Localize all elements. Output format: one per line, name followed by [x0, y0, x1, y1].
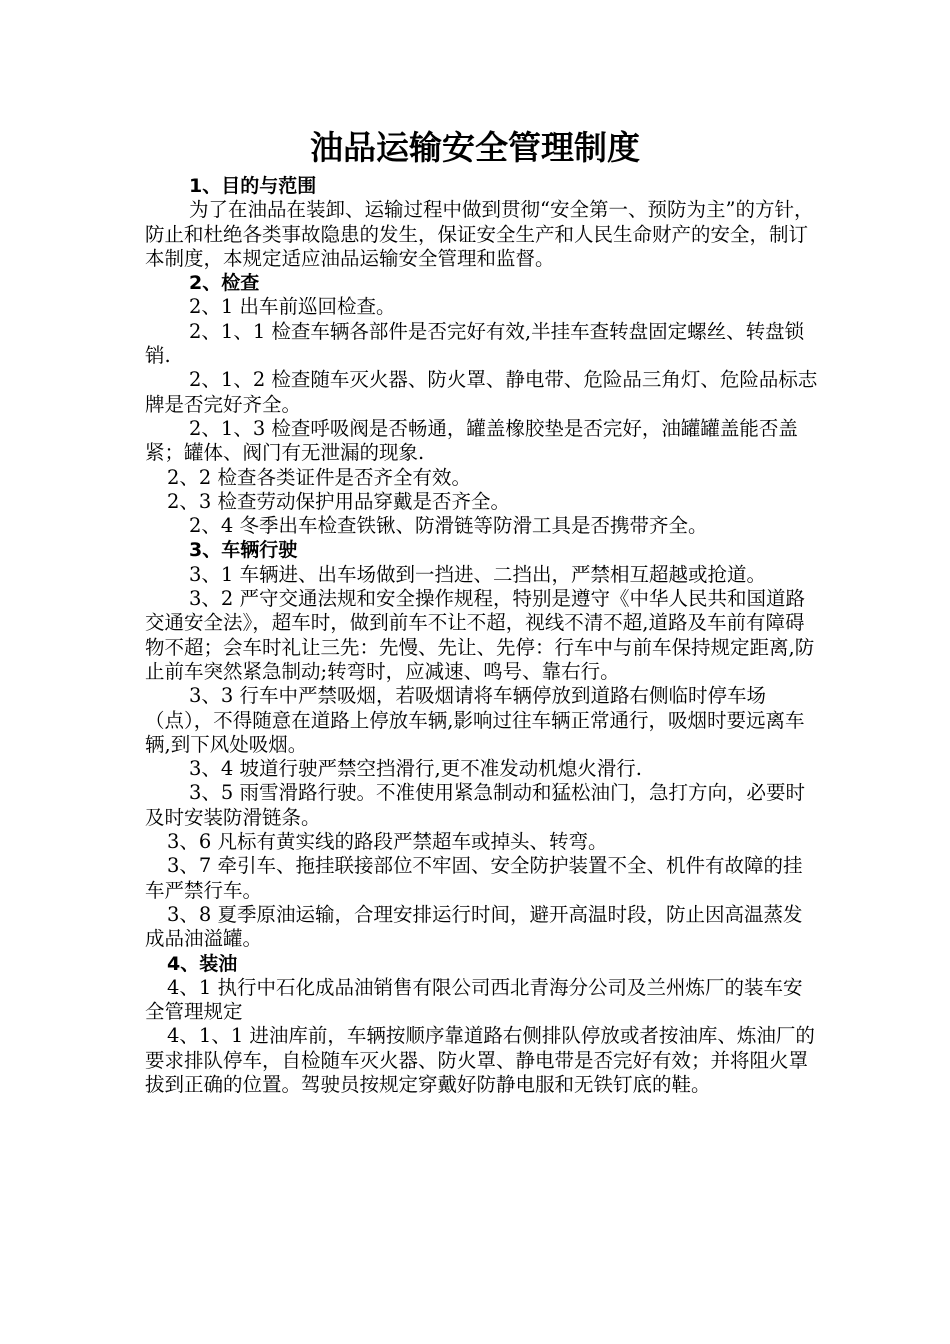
paragraph: 为了在油品在装卸、运输过程中做到贯彻“安全第一、预防为主”的方针，防止和杜绝各类事故隐患的发生，保证安全生产和人民生命财产的安全，制订本制度，本规定适应油品运输安全管理和监督。	[145, 198, 814, 270]
paragraph: 2、1 出车前巡回检查。	[189, 295, 396, 319]
paragraph: 3、2 严守交通法规和安全操作规程，特别是遵守《中华人民共和国道路交通安全法》，超车时，做到前车不让不超，视线不清不超,道路及车前有障碍物不超；会车时礼让三先：先慢、先让、先停：行车中与前车保持规定距离,防止前车突然紧急制动;转弯时，应减速、鸣号、靠右行。	[145, 587, 815, 683]
document-title: 油品运输安全管理制度	[310, 128, 640, 167]
paragraph: 4、1、1 进油库前，车辆按顺序靠道路右侧排队停放或者按油库、炼油厂的要求排队停车，自检随车灭火器、防火罩、静电带是否完好有效；并将阻火罩拔到正确的位置。驾驶员按规定穿戴好防静电服和无铁钉底的鞋。	[145, 1024, 815, 1096]
paragraph: 4、1 执行中石化成品油销售有限公司西北青海分公司及兰州炼厂的装车安全管理规定	[145, 975, 803, 1024]
paragraph: 3、6 凡标有黄实线的路段严禁超车或掉头、转弯。	[167, 830, 608, 854]
section-heading: 3、车辆行驶	[189, 539, 298, 562]
paragraph: 3、4 坡道行驶严禁空挡滑行,更不准发动机熄火滑行.	[189, 757, 642, 781]
paragraph: 2、2 检查各类证件是否齐全有效。	[167, 465, 472, 489]
paragraph: 3、8 夏季原油运输，合理安排运行时间，避开高温时段，防止因高温蒸发成品油溢罐。	[145, 902, 803, 951]
section-heading: 2、检查	[189, 272, 260, 295]
paragraph: 3、1 车辆进、出车场做到一挡进、二挡出，严禁相互超越或抢道。	[189, 562, 767, 586]
paragraph: 3、5 雨雪滑路行驶。不准使用紧急制动和猛松油门，急打方向，必要时及时安装防滑链条。	[145, 781, 806, 829]
paragraph: 3、7 牵引车、拖挂联接部位不牢固、安全防护装置不全、机件有故障的挂车严禁行车。	[145, 854, 803, 902]
document-body	[145, 174, 821, 1097]
paragraph: 2、3 检查劳动保护用品穿戴是否齐全。	[167, 489, 511, 513]
section-heading: 1、目的与范围	[189, 175, 317, 197]
paragraph: 3、3 行车中严禁吸烟，若吸烟请将车辆停放到道路右侧临时停车场（点），不得随意在道路上停放车辆,影响过往车辆正常通行，吸烟时要远离车辆,到下风处吸烟。	[145, 684, 805, 756]
section-heading: 4、装油	[167, 952, 238, 975]
paragraph: 2、1、3 检查呼吸阀是否畅通，罐盖橡胶垫是否完好，油罐罐盖能否盖紧；罐体、阀门有无泄漏的现象.	[145, 416, 798, 465]
paragraph: 2、4 冬季出车检查铁锹、防滑链等防滑工具是否携带齐全。	[189, 514, 708, 538]
paragraph: 2、1、1 检查车辆各部件是否完好有效,半挂车查转盘固定螺丝、转盘锁销.	[145, 319, 805, 368]
paragraph: 2、1、2 检查随车灭火器、防火罩、静电带、危险品三角灯、危险品标志牌是否完好齐全。	[145, 368, 818, 416]
